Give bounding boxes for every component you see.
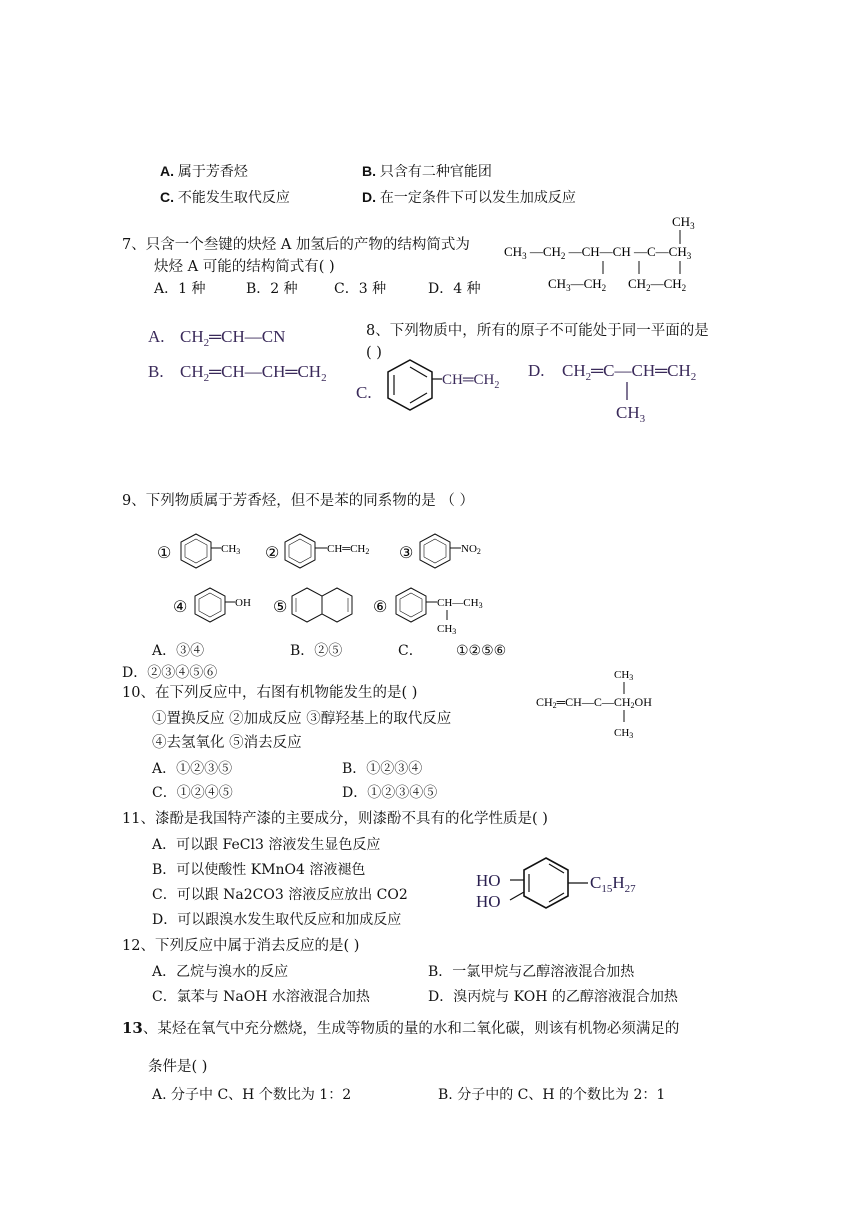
svg-text:CH2═CH—CN: $CH_2═CH—CN$ [180,327,286,349]
svg-text:CH3: $CH_3$ [672,214,695,231]
svg-text:CH3: CH3 [614,727,634,740]
q11-structure [474,852,654,924]
q10-option-d: D．①②③④⑤ [342,785,438,801]
q7-option-b: B．2 种 [246,281,298,297]
q12-option-a: A．乙烷与溴水的反应 [152,964,289,980]
q12-option-c: C．氯苯与 NaOH 水溶液混合加热 [152,989,370,1005]
svg-text:D.: D. [528,361,545,380]
svg-text:CH═CH2: CH═CH2 [327,543,370,556]
q10-option-b: B．①②③④ [342,761,423,777]
svg-text:①: ① [157,545,172,562]
q11-option-c: C．可以跟 Na2CO3 溶液反应放出 CO2 [152,887,408,903]
svg-text:CH—CH3: CH—CH3 [437,597,483,610]
svg-text:CH3: $CH_3$ [616,403,646,425]
svg-text:CH3: CH3 [221,543,241,556]
q7-stem-2: 炔烃 A 可能的结构简式有( ) [154,259,335,275]
q9-option-c: ①②⑤⑥ [456,643,507,659]
svg-text:A.: A. [148,327,165,346]
q10-reactions-2: ④去氢氧化 ⑤消去反应 [152,735,302,751]
svg-text:CH3: CH3 [437,623,457,636]
svg-text:④: ④ [173,599,188,616]
svg-text:OH: OH [235,597,251,609]
svg-text:⑥: ⑥ [373,599,388,616]
svg-text:CH═CH2: $CH═CH_2$ [442,372,500,391]
q9-option-c-letter: C． [398,643,423,659]
q11-option-b: B．可以使酸性 KMnO4 溶液褪色 [152,862,366,878]
q7-option-d: D．4 种 [428,281,481,297]
q12-option-b: B．一氯甲烷与乙醇溶液混合加热 [428,964,635,980]
q6-option-d: D. 在一定条件下可以发生加成反应 [362,189,576,205]
q10-option-a: A．①②③⑤ [152,761,233,777]
q7-option-a: A．1 种 [154,281,206,297]
q8-stem: 8、下列物质中，所有的原子不可能处于同一平面的是 [366,323,709,339]
q13-option-b: B. 分子中的 C、H 的个数比为 2：1 [438,1087,666,1103]
q6-option-b: B. 只含有二种官能团 [362,163,492,179]
q8-options-ab [148,322,368,392]
svg-text:⑤: ⑤ [273,599,288,616]
svg-text:CH2═C—CH═CH2: $CH_2═C—CH═CH_2$ [562,361,697,383]
svg-text:CH2—CH2: $CH_2—CH_2$ [628,276,687,293]
svg-text:CH3—CH2: $CH_3—CH_2$ [548,276,607,293]
svg-text:B.: B. [148,362,164,381]
q9-option-b: B．②⑤ [290,643,343,659]
svg-text:NO2: NO2 [461,543,481,556]
q13-stem: 13、某烃在氧气中充分燃烧，生成等物质的量的水和二氧化碳，则该有机物必须满足的 [122,1019,680,1037]
q7-structure [500,208,740,303]
q9-option-a: A．③④ [152,643,205,659]
q13-option-a: A. 分子中 C、H 个数比为 1：2 [152,1087,352,1103]
q12-option-d: D．溴丙烷与 KOH 的乙醇溶液混合加热 [428,989,678,1005]
q11-ho-1: HO [476,871,501,890]
svg-text:C.: C. [356,383,372,402]
q8-option-d [528,356,738,426]
q12-stem: 12、下列反应中属于消去反应的是( ) [122,938,360,954]
svg-text:③: ③ [399,545,414,562]
svg-text:CH2═CH—CH═CH2: $CH_2═CH—CH═CH_2$ [180,362,327,384]
q11-option-a: A．可以跟 FeCl3 溶液发生显色反应 [152,837,381,853]
q10-stem: 10、在下列反应中，右图有机物能发生的是( ) [122,685,418,701]
svg-text:CH3: CH3 [614,669,634,682]
q11-option-d: D．可以跟溴水发生取代反应和加成反应 [152,912,402,928]
svg-text:CH3 —CH2 —CH—CH —C—CH3: $CH_3$ $—CH_2$ —CH—CH $—C—CH_3$ [504,244,692,261]
q6-option-c: C. 不能发生取代反应 [160,189,290,205]
q9-stem: 9、下列物质属于芳香烃，但不是苯的同系物的是 （ ） [122,493,474,509]
svg-text:C15H27: $C_{15}H_{27}$ [590,873,636,895]
q8-option-c [354,354,534,426]
q10-reactions-1: ①置换反应 ②加成反应 ③醇羟基上的取代反应 [152,711,452,727]
q9-option-d: D．②③④⑤⑥ [122,665,218,681]
q7-option-c: C．3 种 [334,281,387,297]
q11-stem: 11、漆酚是我国特产漆的主要成分，则漆酚不具有的化学性质是( ) [122,811,548,827]
q11-ho-2: HO [476,892,501,911]
svg-text:②: ② [265,545,280,562]
q6-option-a: A. 属于芳香烃 [160,163,248,179]
q7-stem: 7、只含一个叁键的炔烃 A 加氢后的产物的结构简式为 [122,237,470,253]
svg-text:CH2═CH—C—CH2OH: CH2═CH—C—CH2OH [536,695,652,710]
q13-stem-2: 条件是( ) [148,1059,208,1075]
q8-stem-2: ( ) [366,345,382,361]
q10-option-c: C．①②④⑤ [152,785,233,801]
q9-structures [155,528,515,640]
q10-structure [536,662,696,742]
